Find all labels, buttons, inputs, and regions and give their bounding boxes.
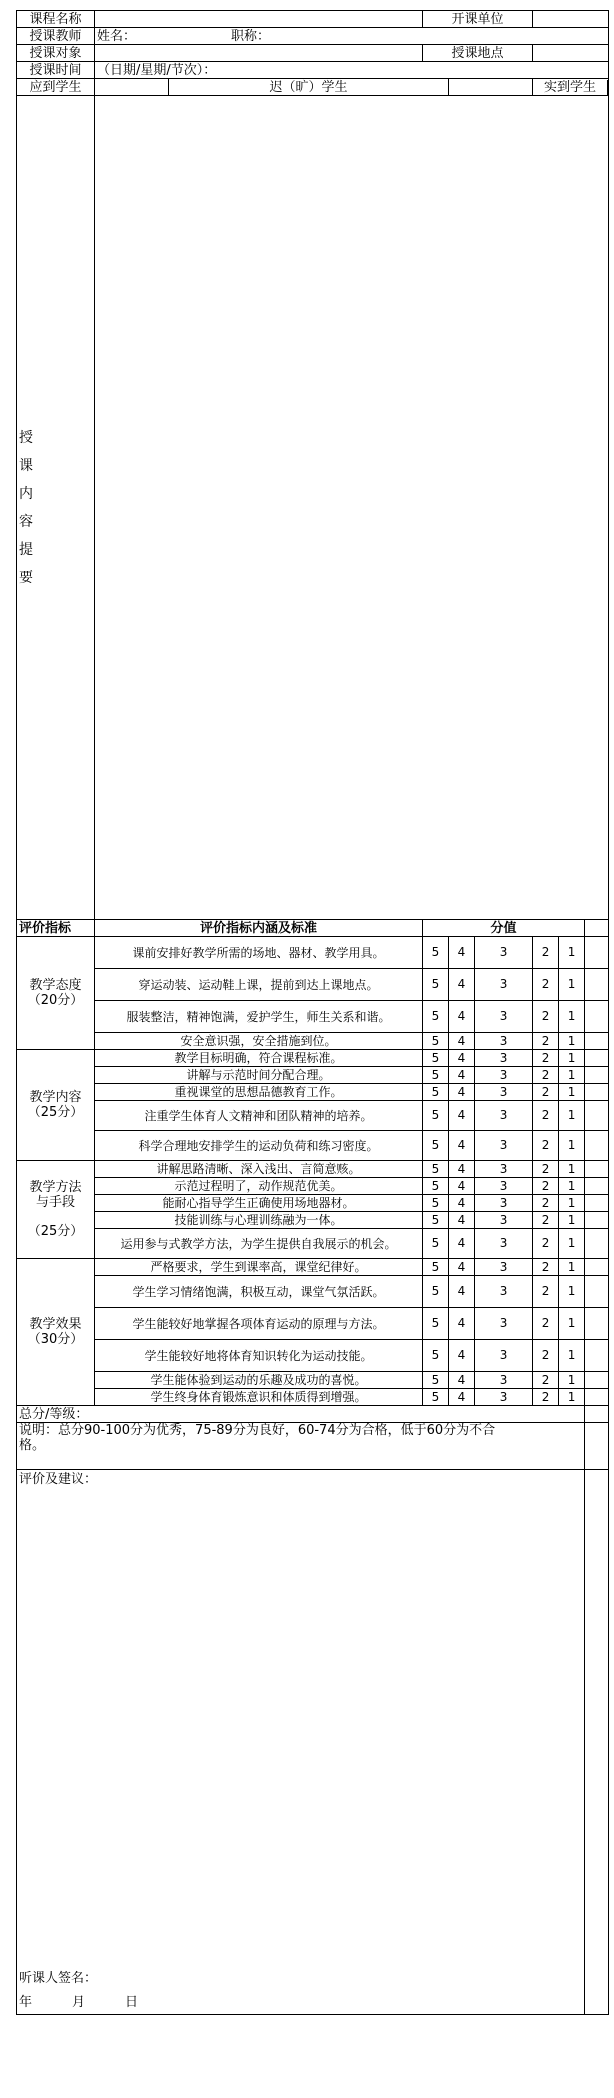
- score-option[interactable]: 5: [423, 1229, 449, 1259]
- time-hint: （日期/星期/节次）：: [97, 62, 217, 78]
- score-option[interactable]: 4: [449, 1308, 475, 1340]
- score-option[interactable]: 4: [449, 1195, 475, 1212]
- criterion-text: 运用参与式教学方法，为学生提供自我展示的机会。: [95, 1229, 423, 1259]
- eval-row: [17, 1389, 609, 1406]
- score-option[interactable]: 4: [449, 1067, 475, 1084]
- criterion-text: 学生能体验到运动的乐趣及成功的喜悦。: [95, 1372, 423, 1389]
- summary-char: 提: [19, 541, 33, 558]
- score-option[interactable]: 4: [449, 1389, 475, 1406]
- name-label: 姓名：: [97, 28, 137, 44]
- score-option[interactable]: 5: [423, 1178, 449, 1195]
- eval-row: [17, 1259, 609, 1276]
- score-option[interactable]: 4: [449, 1101, 475, 1131]
- score-option[interactable]: 4: [449, 1178, 475, 1195]
- criterion-text: 学生终身体育锻炼意识和体质得到增强。: [95, 1389, 423, 1406]
- score-option[interactable]: 3: [475, 1067, 533, 1084]
- score-option[interactable]: 2: [533, 1308, 559, 1340]
- score-option[interactable]: 1: [559, 1308, 585, 1340]
- eval-row: [17, 1276, 609, 1308]
- criterion-text: 穿运动装、运动鞋上课，提前到达上课地点。: [95, 969, 423, 1001]
- score-option[interactable]: 5: [423, 1308, 449, 1340]
- score-option[interactable]: 1: [559, 1389, 585, 1406]
- score-blank: [585, 1372, 609, 1389]
- score-option[interactable]: 1: [559, 1229, 585, 1259]
- score-option[interactable]: 3: [475, 1212, 533, 1229]
- summary-char: 课: [19, 457, 33, 474]
- time-label: 授课时间: [17, 62, 95, 79]
- criterion-text: 教学目标明确，符合课程标准。: [95, 1050, 423, 1067]
- grading-note: 说明：总分90-100分为优秀，75-89分为良好，60-74分为合格，低于60分为不合格。: [17, 1423, 585, 1470]
- summary-char: 授: [19, 429, 33, 446]
- group-title-line2: 与手段: [35, 1195, 75, 1210]
- day-label: 日: [125, 1995, 139, 2010]
- course-name-field[interactable]: [95, 11, 423, 28]
- score-option[interactable]: 1: [559, 1259, 585, 1276]
- eval-row: [17, 1001, 609, 1033]
- criterion-text: 学生学习情绪饱满，积极互动，课堂气氛活跃。: [95, 1276, 423, 1308]
- criterion-text: 学生能较好地掌握各项体育运动的原理与方法。: [95, 1308, 423, 1340]
- score-option[interactable]: 1: [559, 1131, 585, 1161]
- score-option[interactable]: 4: [449, 1033, 475, 1050]
- score-option[interactable]: 2: [533, 1001, 559, 1033]
- score-option[interactable]: 4: [449, 1229, 475, 1259]
- note-blank: [585, 1423, 609, 1470]
- eval-row: [17, 1340, 609, 1372]
- criterion-text: 能耐心指导学生正确使用场地器材。: [95, 1195, 423, 1212]
- eval-row: [17, 1033, 609, 1050]
- eval-row: [17, 1308, 609, 1340]
- actual-students-field[interactable]: [608, 80, 609, 95]
- score-blank: [585, 937, 609, 969]
- score-option[interactable]: 4: [449, 1131, 475, 1161]
- content-summary-field[interactable]: [95, 96, 609, 920]
- criterion-text: 注重学生体育人文精神和团队精神的培养。: [95, 1101, 423, 1131]
- title-label: 职称：: [231, 28, 271, 44]
- eval-row: [17, 1212, 609, 1229]
- criterion-text: 科学合理地安排学生的运动负荷和练习密度。: [95, 1131, 423, 1161]
- location-label: 授课地点: [423, 45, 533, 62]
- eval-group-name: [17, 1259, 95, 1406]
- score-option[interactable]: 1: [559, 1276, 585, 1308]
- group-title: 教学内容: [29, 1090, 82, 1105]
- eval-group-name: [17, 1050, 95, 1161]
- score-blank: [585, 1259, 609, 1276]
- summary-char: 内: [19, 485, 33, 502]
- score-blank: [585, 1308, 609, 1340]
- score-option[interactable]: 1: [559, 1050, 585, 1067]
- score-option[interactable]: 3: [475, 1033, 533, 1050]
- score-option[interactable]: 5: [423, 1084, 449, 1101]
- score-option[interactable]: 4: [449, 1212, 475, 1229]
- criterion-text: 学生能较好地将体育知识转化为运动技能。: [95, 1340, 423, 1372]
- course-name-label: 课程名称: [17, 11, 95, 28]
- score-option[interactable]: 1: [559, 1372, 585, 1389]
- score-option[interactable]: 1: [559, 1195, 585, 1212]
- score-option[interactable]: 3: [475, 1259, 533, 1276]
- score-blank: [585, 1340, 609, 1372]
- score-option[interactable]: 5: [423, 969, 449, 1001]
- criterion-text: 服装整洁，精神饱满，爱护学生，师生关系和谐。: [95, 1001, 423, 1033]
- score-option[interactable]: 4: [449, 1001, 475, 1033]
- eval-row: [17, 1195, 609, 1212]
- unit-field[interactable]: [533, 11, 609, 28]
- group-points: （30分）: [27, 1332, 84, 1347]
- score-blank: [585, 1101, 609, 1131]
- total-score-label: 总分/等级：: [19, 1406, 89, 1422]
- eval-row: [17, 1067, 609, 1084]
- score-option[interactable]: 5: [423, 1276, 449, 1308]
- score-option[interactable]: 2: [533, 937, 559, 969]
- eval-group-name: [17, 937, 95, 1050]
- score-option[interactable]: 2: [533, 1033, 559, 1050]
- score-option[interactable]: 1: [559, 1161, 585, 1178]
- eval-row: [17, 1101, 609, 1131]
- score-blank: [585, 1084, 609, 1101]
- score-option[interactable]: 2: [533, 1259, 559, 1276]
- score-option[interactable]: 2: [533, 1067, 559, 1084]
- score-option[interactable]: 3: [475, 1101, 533, 1131]
- eval-row: [17, 937, 609, 969]
- score-option[interactable]: 4: [449, 1276, 475, 1308]
- eval-row: [17, 969, 609, 1001]
- evaluation-form: [16, 10, 608, 2015]
- score-option[interactable]: 1: [559, 1033, 585, 1050]
- group-title: 教学方法: [29, 1180, 82, 1195]
- criterion-text: 严格要求，学生到课率高，课堂纪律好。: [95, 1259, 423, 1276]
- eval-row: [17, 1131, 609, 1161]
- group-title: 教学效果: [29, 1317, 82, 1332]
- score-option[interactable]: 2: [533, 1340, 559, 1372]
- score-option[interactable]: 1: [559, 937, 585, 969]
- month-label: 月: [72, 1995, 86, 2010]
- score-option[interactable]: 5: [423, 1372, 449, 1389]
- score-option[interactable]: 4: [449, 1050, 475, 1067]
- year-label: 年: [19, 1995, 33, 2010]
- unit-label: 开课单位: [423, 11, 533, 28]
- score-option[interactable]: 5: [423, 1050, 449, 1067]
- score-option[interactable]: 3: [475, 1229, 533, 1259]
- score-option[interactable]: 5: [423, 1195, 449, 1212]
- criterion-text: 安全意识强，安全措施到位。: [95, 1033, 423, 1050]
- eval-group-name: [17, 1161, 95, 1259]
- score-option[interactable]: 5: [423, 1389, 449, 1406]
- score-option[interactable]: 2: [533, 1229, 559, 1259]
- location-field[interactable]: [533, 45, 609, 62]
- expected-students-field[interactable]: [95, 79, 169, 96]
- eval-row: [17, 1050, 609, 1067]
- score-option[interactable]: 5: [423, 1340, 449, 1372]
- score-option[interactable]: 1: [559, 1084, 585, 1101]
- group-points: （25分）: [27, 1224, 84, 1239]
- actual-students-label: 实到学生: [544, 79, 597, 95]
- score-option[interactable]: 1: [559, 1340, 585, 1372]
- score-option[interactable]: 3: [475, 969, 533, 1001]
- score-option[interactable]: 5: [423, 1259, 449, 1276]
- score-option[interactable]: 1: [559, 1001, 585, 1033]
- form-table: [16, 10, 609, 2015]
- teacher-label: 授课教师: [17, 28, 95, 45]
- group-title: 教学态度: [29, 978, 82, 993]
- score-option[interactable]: 4: [449, 1084, 475, 1101]
- teacher-field[interactable]: [95, 28, 609, 45]
- score-option[interactable]: 2: [533, 1212, 559, 1229]
- score-blank: [585, 1389, 609, 1406]
- criterion-text: 课前安排好教学所需的场地、器材、教学用具。: [95, 937, 423, 969]
- group-points: （25分）: [27, 1105, 84, 1120]
- score-option[interactable]: 3: [475, 1084, 533, 1101]
- score-option[interactable]: 2: [533, 1276, 559, 1308]
- comments-label: 评价及建议：: [19, 1472, 98, 1487]
- score-option[interactable]: 4: [449, 1340, 475, 1372]
- content-summary-label: [17, 96, 95, 920]
- score-blank: [585, 1212, 609, 1229]
- score-option[interactable]: 3: [475, 1195, 533, 1212]
- late-students-field[interactable]: [449, 79, 533, 96]
- score-option[interactable]: 2: [533, 1178, 559, 1195]
- eval-row: [17, 1084, 609, 1101]
- target-label: 授课对象: [17, 45, 95, 62]
- score-option[interactable]: 2: [533, 1131, 559, 1161]
- score-blank: [585, 1001, 609, 1033]
- criterion-text: 重视课堂的思想品德教育工作。: [95, 1084, 423, 1101]
- score-option[interactable]: 1: [559, 1212, 585, 1229]
- score-option[interactable]: 2: [533, 1389, 559, 1406]
- score-option[interactable]: 1: [559, 1178, 585, 1195]
- score-option[interactable]: 3: [475, 1161, 533, 1178]
- score-option[interactable]: 5: [423, 1161, 449, 1178]
- score-option[interactable]: 1: [559, 969, 585, 1001]
- score-blank: [585, 1178, 609, 1195]
- score-option[interactable]: 3: [475, 1178, 533, 1195]
- score-blank: [585, 969, 609, 1001]
- total-score-field[interactable]: [17, 1406, 585, 1423]
- eval-indicator-header: 评价指标: [17, 920, 95, 937]
- group-points: （20分）: [27, 993, 84, 1008]
- score-option[interactable]: 5: [423, 937, 449, 969]
- eval-score-header: 分值: [423, 920, 585, 937]
- score-option[interactable]: 3: [475, 1389, 533, 1406]
- score-option[interactable]: 1: [559, 1101, 585, 1131]
- summary-char: 容: [19, 513, 33, 530]
- criterion-text: 讲解与示范时间分配合理。: [95, 1067, 423, 1084]
- score-option[interactable]: 2: [533, 1161, 559, 1178]
- score-blank: [585, 1276, 609, 1308]
- score-option[interactable]: 4: [449, 1372, 475, 1389]
- score-option[interactable]: 4: [449, 969, 475, 1001]
- summary-char: 要: [19, 569, 33, 586]
- actual-students-cell: [533, 80, 608, 95]
- score-option[interactable]: 5: [423, 1212, 449, 1229]
- eval-row: [17, 1229, 609, 1259]
- score-blank: [585, 1161, 609, 1178]
- score-option[interactable]: 1: [559, 1067, 585, 1084]
- score-option[interactable]: 3: [475, 1276, 533, 1308]
- criterion-text: 示范过程明了，动作规范优美。: [95, 1178, 423, 1195]
- score-option[interactable]: 5: [423, 1067, 449, 1084]
- late-students-label: 迟（旷）学生: [169, 79, 449, 96]
- eval-row: [17, 1161, 609, 1178]
- score-option[interactable]: 2: [533, 1084, 559, 1101]
- score-blank: [585, 1195, 609, 1212]
- score-option[interactable]: 4: [449, 1259, 475, 1276]
- score-option[interactable]: 5: [423, 1033, 449, 1050]
- score-option[interactable]: 5: [423, 1131, 449, 1161]
- score-option[interactable]: 2: [533, 1372, 559, 1389]
- score-option[interactable]: 2: [533, 969, 559, 1001]
- score-option[interactable]: 2: [533, 1050, 559, 1067]
- criterion-text: 讲解思路清晰、深入浅出、言简意赅。: [95, 1161, 423, 1178]
- score-blank: [585, 1229, 609, 1259]
- score-blank: [585, 1050, 609, 1067]
- score-option[interactable]: 2: [533, 1195, 559, 1212]
- criterion-text: 技能训练与心理训练融为一体。: [95, 1212, 423, 1229]
- score-option[interactable]: 3: [475, 937, 533, 969]
- score-blank: [585, 1131, 609, 1161]
- score-option[interactable]: 5: [423, 1101, 449, 1131]
- time-field[interactable]: [95, 62, 609, 79]
- date-line: [19, 1995, 219, 2010]
- comments-field[interactable]: [17, 1470, 585, 2015]
- eval-row: [17, 1178, 609, 1195]
- signature-label: 听课人签名：: [19, 1971, 98, 1986]
- score-option[interactable]: 4: [449, 1161, 475, 1178]
- total-blank: [585, 1406, 609, 1423]
- eval-blank-header: [585, 920, 609, 937]
- score-option[interactable]: 2: [533, 1101, 559, 1131]
- score-option[interactable]: 5: [423, 1001, 449, 1033]
- eval-row: [17, 1372, 609, 1389]
- score-option[interactable]: 3: [475, 1131, 533, 1161]
- score-option[interactable]: 4: [449, 937, 475, 969]
- target-field[interactable]: [95, 45, 423, 62]
- expected-students-label: 应到学生: [17, 79, 95, 96]
- score-blank: [585, 1033, 609, 1050]
- score-option[interactable]: 3: [475, 1050, 533, 1067]
- score-option[interactable]: 3: [475, 1001, 533, 1033]
- eval-criteria-header: 评价指标内涵及标准: [95, 920, 423, 937]
- score-option[interactable]: 3: [475, 1308, 533, 1340]
- score-option[interactable]: 3: [475, 1340, 533, 1372]
- score-blank: [585, 1067, 609, 1084]
- score-option[interactable]: 3: [475, 1372, 533, 1389]
- comments-blank: [585, 1470, 609, 2015]
